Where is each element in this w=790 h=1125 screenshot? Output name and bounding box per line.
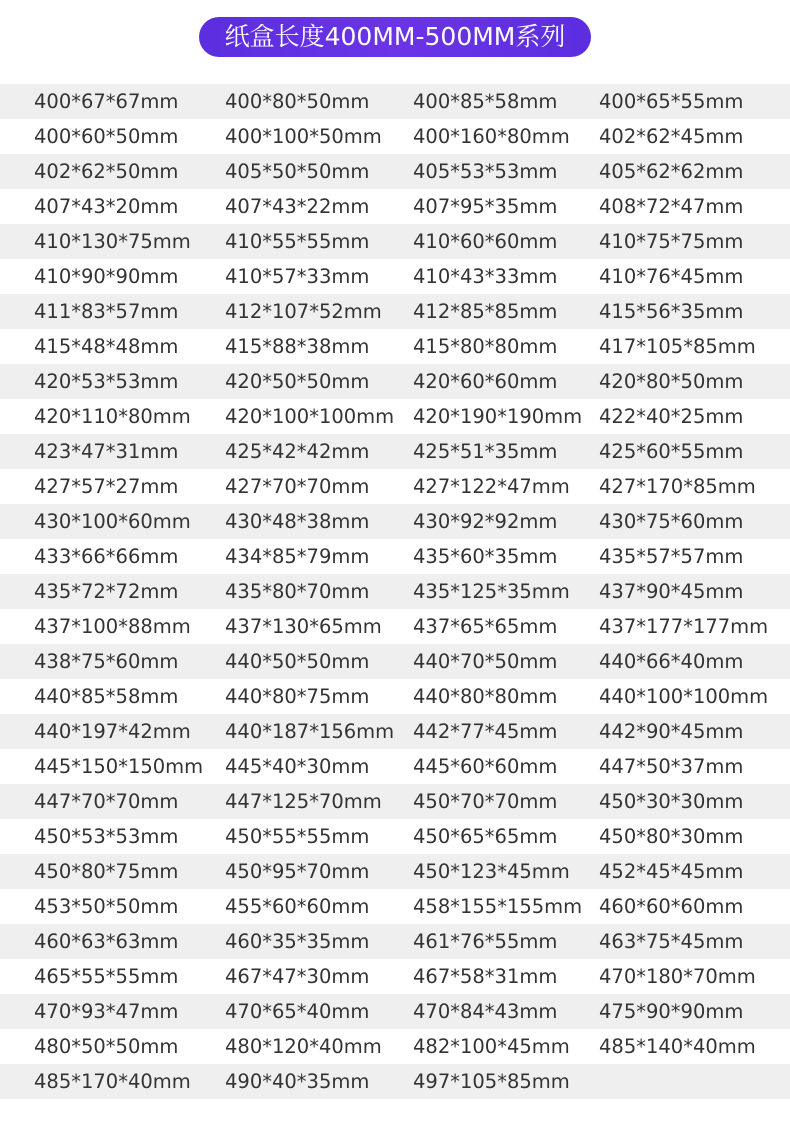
size-cell: 400*80*50mm xyxy=(225,90,370,113)
size-cell: 470*93*47mm xyxy=(34,1000,179,1023)
table-row xyxy=(0,924,790,959)
size-cell: 425*60*55mm xyxy=(599,440,744,463)
table-row xyxy=(0,994,790,1029)
size-cell: 420*190*190mm xyxy=(413,405,583,428)
size-cell: 427*70*70mm xyxy=(225,475,370,498)
size-cell: 407*95*35mm xyxy=(413,195,558,218)
size-cell: 400*65*55mm xyxy=(599,90,744,113)
size-cell: 445*150*150mm xyxy=(34,755,204,778)
table-row xyxy=(0,854,790,889)
size-cell: 480*50*50mm xyxy=(34,1035,179,1058)
size-cell: 440*66*40mm xyxy=(599,650,744,673)
table-row xyxy=(0,609,790,644)
size-cell: 440*197*42mm xyxy=(34,720,191,743)
table-row xyxy=(0,819,790,854)
size-cell: 460*63*63mm xyxy=(34,930,179,953)
size-cell: 417*105*85mm xyxy=(599,335,756,358)
table-row xyxy=(0,959,790,994)
size-cell: 437*90*45mm xyxy=(599,580,744,603)
size-cell: 430*75*60mm xyxy=(599,510,744,533)
table-row xyxy=(0,154,790,189)
size-cell: 427*57*27mm xyxy=(34,475,179,498)
size-cell: 400*160*80mm xyxy=(413,125,570,148)
size-cell: 450*123*45mm xyxy=(413,860,570,883)
size-cell: 460*60*60mm xyxy=(599,895,744,918)
size-cell: 434*85*79mm xyxy=(225,545,370,568)
size-cell: 442*90*45mm xyxy=(599,720,744,743)
size-cell: 455*60*60mm xyxy=(225,895,370,918)
size-cell: 400*67*67mm xyxy=(34,90,179,113)
size-cell: 485*140*40mm xyxy=(599,1035,756,1058)
size-table xyxy=(0,84,790,1099)
size-cell: 450*80*30mm xyxy=(599,825,744,848)
size-cell: 412*85*85mm xyxy=(413,300,558,323)
size-cell: 490*40*35mm xyxy=(225,1070,370,1093)
size-cell: 475*90*90mm xyxy=(599,1000,744,1023)
size-cell: 470*180*70mm xyxy=(599,965,756,988)
size-cell: 497*105*85mm xyxy=(413,1070,570,1093)
size-cell: 445*60*60mm xyxy=(413,755,558,778)
size-cell: 447*125*70mm xyxy=(225,790,382,813)
size-cell: 467*47*30mm xyxy=(225,965,370,988)
table-row xyxy=(0,1029,790,1064)
size-cell: 405*50*50mm xyxy=(225,160,370,183)
size-cell: 425*42*42mm xyxy=(225,440,370,463)
size-cell: 400*85*58mm xyxy=(413,90,558,113)
table-row xyxy=(0,189,790,224)
size-cell: 450*95*70mm xyxy=(225,860,370,883)
size-cell: 450*53*53mm xyxy=(34,825,179,848)
size-cell: 437*130*65mm xyxy=(225,615,382,638)
title-banner xyxy=(0,17,790,57)
table-row xyxy=(0,644,790,679)
size-cell: 415*56*35mm xyxy=(599,300,744,323)
size-cell: 410*130*75mm xyxy=(34,230,191,253)
table-row xyxy=(0,574,790,609)
size-cell: 461*76*55mm xyxy=(413,930,558,953)
size-cell: 410*90*90mm xyxy=(34,265,179,288)
size-cell: 433*66*66mm xyxy=(34,545,179,568)
size-cell: 458*155*155mm xyxy=(413,895,583,918)
table-row xyxy=(0,749,790,784)
size-cell: 420*50*50mm xyxy=(225,370,370,393)
size-cell: 447*70*70mm xyxy=(34,790,179,813)
size-cell: 412*107*52mm xyxy=(225,300,382,323)
size-cell: 427*122*47mm xyxy=(413,475,570,498)
page-title: 纸盒长度400MM-500MM系列 xyxy=(199,17,592,57)
table-row xyxy=(0,504,790,539)
size-cell: 438*75*60mm xyxy=(34,650,179,673)
size-cell: 435*80*70mm xyxy=(225,580,370,603)
size-cell: 452*45*45mm xyxy=(599,860,744,883)
size-cell: 405*62*62mm xyxy=(599,160,744,183)
size-cell: 422*40*25mm xyxy=(599,405,744,428)
size-cell: 411*83*57mm xyxy=(34,300,179,323)
size-cell: 437*177*177mm xyxy=(599,615,769,638)
size-cell: 450*55*55mm xyxy=(225,825,370,848)
table-row xyxy=(0,119,790,154)
size-cell: 410*55*55mm xyxy=(225,230,370,253)
size-cell: 440*80*80mm xyxy=(413,685,558,708)
size-cell: 467*58*31mm xyxy=(413,965,558,988)
table-row xyxy=(0,294,790,329)
size-cell: 440*187*156mm xyxy=(225,720,395,743)
table-row xyxy=(0,679,790,714)
size-cell: 402*62*50mm xyxy=(34,160,179,183)
table-row xyxy=(0,434,790,469)
size-cell: 463*75*45mm xyxy=(599,930,744,953)
size-cell: 420*53*53mm xyxy=(34,370,179,393)
size-cell: 410*76*45mm xyxy=(599,265,744,288)
size-cell: 400*60*50mm xyxy=(34,125,179,148)
size-cell: 440*50*50mm xyxy=(225,650,370,673)
size-cell: 470*65*40mm xyxy=(225,1000,370,1023)
size-cell: 423*47*31mm xyxy=(34,440,179,463)
size-cell: 435*60*35mm xyxy=(413,545,558,568)
table-row xyxy=(0,84,790,119)
size-cell: 450*80*75mm xyxy=(34,860,179,883)
size-cell: 450*70*70mm xyxy=(413,790,558,813)
size-cell: 453*50*50mm xyxy=(34,895,179,918)
size-cell: 460*35*35mm xyxy=(225,930,370,953)
size-cell: 407*43*20mm xyxy=(34,195,179,218)
table-row xyxy=(0,784,790,819)
size-cell: 420*80*50mm xyxy=(599,370,744,393)
size-cell: 430*92*92mm xyxy=(413,510,558,533)
table-row xyxy=(0,469,790,504)
size-cell: 485*170*40mm xyxy=(34,1070,191,1093)
size-cell: 482*100*45mm xyxy=(413,1035,570,1058)
size-cell: 480*120*40mm xyxy=(225,1035,382,1058)
size-cell: 440*80*75mm xyxy=(225,685,370,708)
size-cell: 435*125*35mm xyxy=(413,580,570,603)
size-cell: 427*170*85mm xyxy=(599,475,756,498)
table-row xyxy=(0,364,790,399)
size-cell: 408*72*47mm xyxy=(599,195,744,218)
size-cell: 410*43*33mm xyxy=(413,265,558,288)
table-row xyxy=(0,224,790,259)
size-cell: 430*100*60mm xyxy=(34,510,191,533)
table-row xyxy=(0,714,790,749)
table-row xyxy=(0,399,790,434)
size-cell: 442*77*45mm xyxy=(413,720,558,743)
size-cell: 440*100*100mm xyxy=(599,685,769,708)
size-cell: 405*53*53mm xyxy=(413,160,558,183)
size-cell: 450*30*30mm xyxy=(599,790,744,813)
size-cell: 420*100*100mm xyxy=(225,405,395,428)
size-cell: 465*55*55mm xyxy=(34,965,179,988)
size-cell: 440*85*58mm xyxy=(34,685,179,708)
size-cell: 430*48*38mm xyxy=(225,510,370,533)
table-row xyxy=(0,889,790,924)
size-cell: 445*40*30mm xyxy=(225,755,370,778)
table-row xyxy=(0,329,790,364)
size-cell: 440*70*50mm xyxy=(413,650,558,673)
size-cell: 410*57*33mm xyxy=(225,265,370,288)
size-cell: 402*62*45mm xyxy=(599,125,744,148)
size-cell: 407*43*22mm xyxy=(225,195,370,218)
size-cell: 410*75*75mm xyxy=(599,230,744,253)
size-cell: 435*57*57mm xyxy=(599,545,744,568)
size-cell: 437*100*88mm xyxy=(34,615,191,638)
size-cell: 420*110*80mm xyxy=(34,405,191,428)
table-row xyxy=(0,1064,790,1099)
table-row xyxy=(0,539,790,574)
size-cell: 437*65*65mm xyxy=(413,615,558,638)
size-cell: 415*80*80mm xyxy=(413,335,558,358)
size-cell: 420*60*60mm xyxy=(413,370,558,393)
size-cell: 435*72*72mm xyxy=(34,580,179,603)
size-cell: 450*65*65mm xyxy=(413,825,558,848)
table-row xyxy=(0,259,790,294)
size-cell: 470*84*43mm xyxy=(413,1000,558,1023)
size-cell: 425*51*35mm xyxy=(413,440,558,463)
size-cell: 400*100*50mm xyxy=(225,125,382,148)
size-cell: 447*50*37mm xyxy=(599,755,744,778)
size-cell: 415*48*48mm xyxy=(34,335,179,358)
size-cell: 415*88*38mm xyxy=(225,335,370,358)
size-cell: 410*60*60mm xyxy=(413,230,558,253)
